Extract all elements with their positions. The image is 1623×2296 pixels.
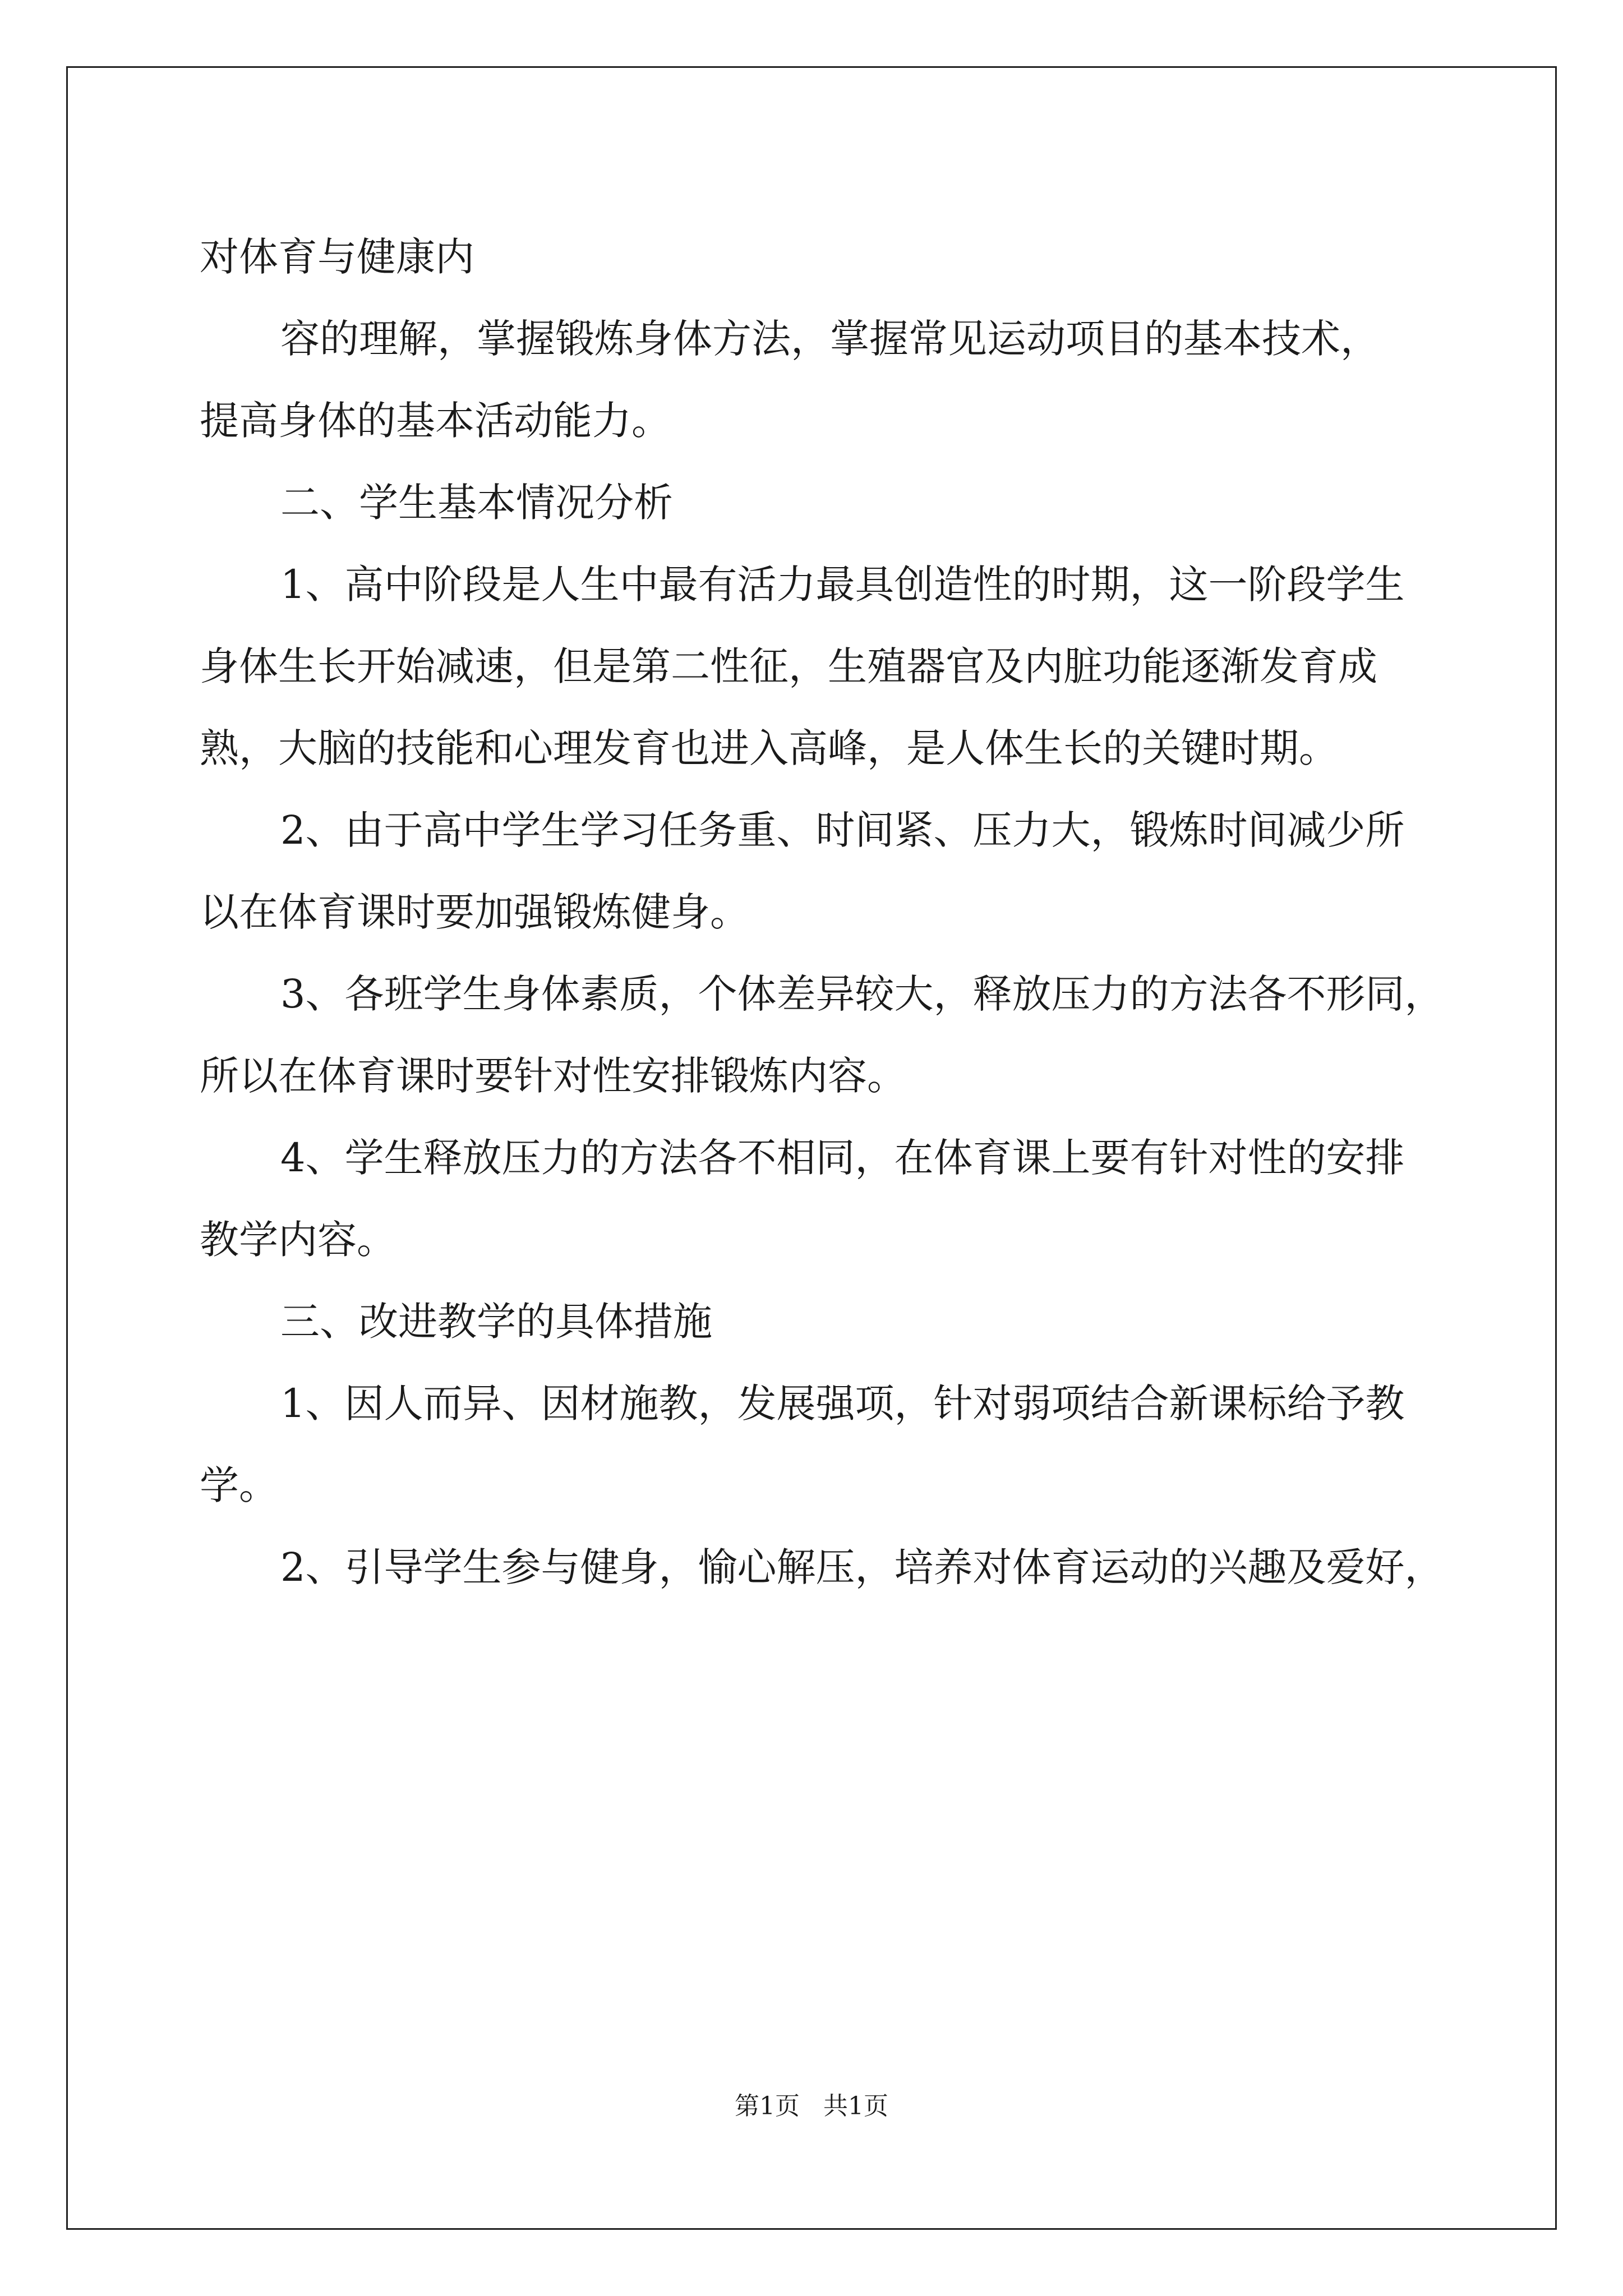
text-line: 2、引导学生参与健身，愉心解压，培养对体育运动的兴趣及爱好， — [280, 1544, 1444, 1590]
section-heading: 二、学生基本情况分析 — [280, 480, 673, 526]
text-line: 1、高中阶段是人生中最有活力最具创造性的时期，这一阶段学生 — [280, 562, 1405, 608]
page-footer: 第1页 共1页 — [735, 2092, 888, 2120]
text-line: 提高身体的基本活动能力。 — [200, 398, 671, 444]
text-line: 3、各班学生身体素质，个体差异较大，释放压力的方法各不形同， — [280, 971, 1444, 1017]
text-line: 学。 — [200, 1462, 278, 1508]
text-line: 4、学生释放压力的方法各不相同，在体育课上要有针对性的安排 — [280, 1135, 1405, 1181]
text-line: 容的理解，掌握锻炼身体方法，掌握常见运动项目的基本技术， — [280, 316, 1380, 362]
document-body — [200, 216, 1444, 1608]
text-line: 教学内容。 — [200, 1217, 396, 1263]
text-line: 2、由于高中学生学习任务重、时间紧、压力大，锻炼时间减少所 — [280, 807, 1405, 853]
text-line: 所以在体育课时要针对性安排锻炼内容。 — [200, 1053, 906, 1099]
section-heading: 三、改进教学的具体措施 — [280, 1299, 712, 1345]
text-line: 以在体育课时要加强锻炼健身。 — [200, 889, 749, 935]
text-line: 1、因人而异、因材施教，发展强项，针对弱项结合新课标给予教 — [280, 1381, 1405, 1427]
text-line: 对体育与健康内 — [200, 234, 474, 280]
text-line: 身体生长开始减速，但是第二性征，生殖器官及内脏功能逐渐发育成 — [200, 643, 1377, 689]
text-line: 熟，大脑的技能和心理发育也进入高峰，是人体生长的关键时期。 — [200, 725, 1338, 771]
